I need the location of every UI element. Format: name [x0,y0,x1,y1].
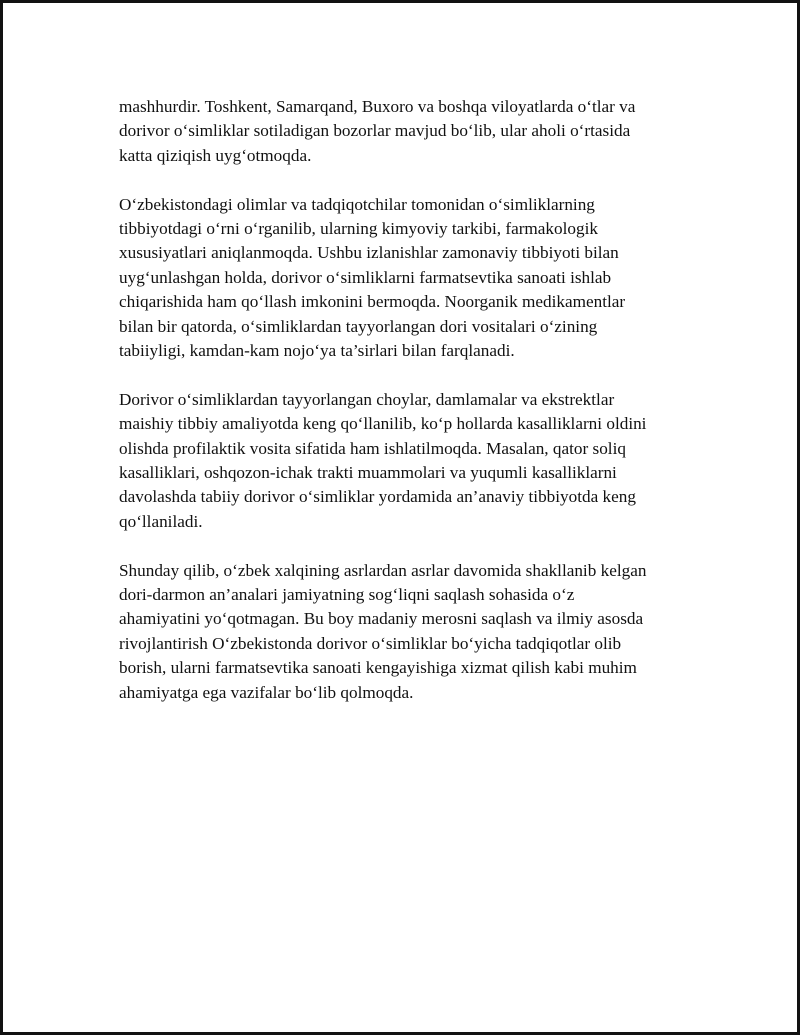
paragraph-markets: mashhurdir. Toshkent, Samarqand, Buxoro va boshqa viloyatlarda o‘tlar va dorivor o‘simliklar sotiladigan bozorlar mavjud bo‘lib, ular aholi o‘rtasida katta qiziqish uyg‘otmoqda. [119,97,636,165]
paragraph-research: O‘zbekistondagi olimlar va tadqiqotchilar tomonidan o‘simliklarning tibbiyotdagi o‘rni o‘rganilib, ularning kimyoviy tarkibi, farmakologik xususiyatlari aniqlanmoqda. Ushbu izlanishlar zamonaviy tibbiyoti bilan uyg‘unlashgan holda, dorivor o‘simliklarni farmatsevtika sanoati ishlab chiqarishida ham qo‘llash imkonini bermoqda. Noorganik medikamentlar bilan bir qatorda, o‘simliklardan tayyorlangan dori vositalari o‘zining tabiiyligi, kamdan-kam nojo‘ya ta’sirlari bilan farqlanadi. [119,194,626,361]
paragraph-teas: Dorivor o‘simliklardan tayyorlangan choylar, damlamalar va ekstrektlar maishiy tibbiy amaliyotda keng qo‘llanilib, ko‘p hollarda kasalliklarni oldini olishda profilaktik vosita sifatida ham ishlatilmoqda. Masalan, qator soliq kasalliklari, oshqozon-ichak trakti muammolari va yuqumli kasalliklarni davolashda tabiiy dorivor o‘simliklar yordamida an’anaviy tibbiyotda keng qo‘llaniladi. [119,389,647,531]
document-body [119,95,699,730]
paragraph-conclusion: Shunday qilib, o‘zbek xalqining asrlardan asrlar davomida shakllanib kelgan dori-darmon an’analari jamiyatning sog‘liqni saqlash sohasida o‘z ahamiyatini yo‘qotmagan. Bu boy madaniy merosni saqlash va ilmiy asosda rivojlantirish O‘zbekistonda dorivor o‘simliklar bo‘yicha tadqiqotlar olib borish, ularni farmatsevtika sanoati kengayishiga xizmat qilish kabi muhim ahamiyatga ega vazifalar bo‘lib qolmoqda. [119,560,647,702]
